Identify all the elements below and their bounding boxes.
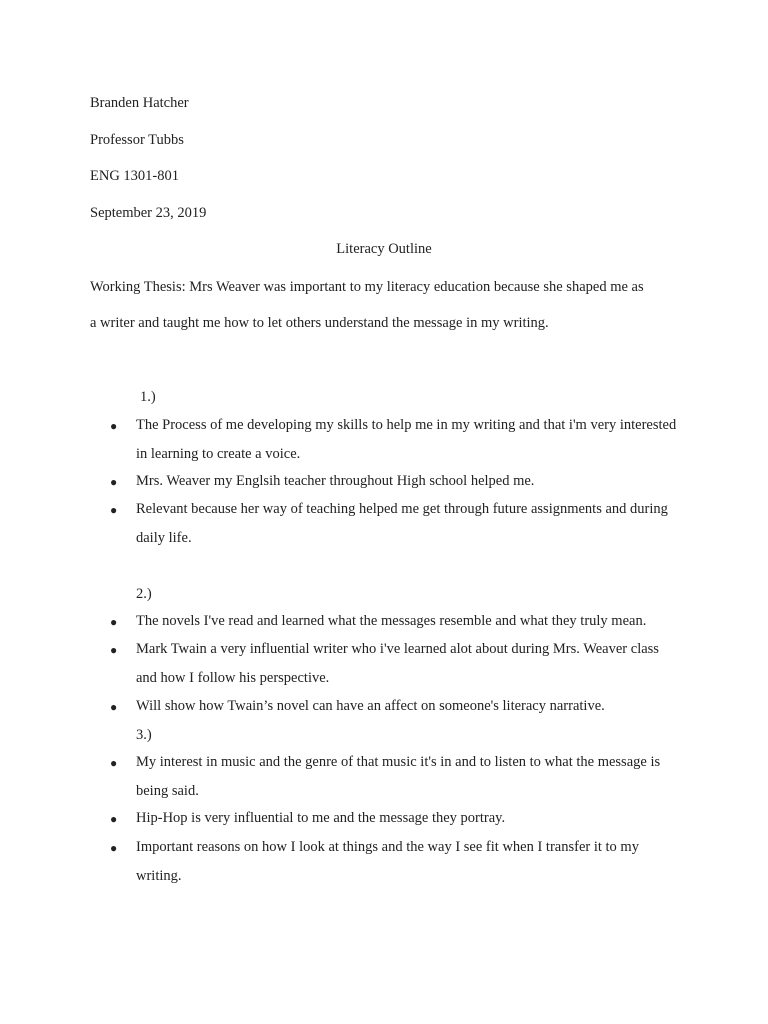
bullet-icon: ●: [110, 812, 118, 826]
bullet-icon: ●: [110, 503, 118, 517]
section-3-bullet-1: My interest in music and the genre of that music it's in and to listen to what the message is being said.: [136, 754, 661, 799]
bullet-icon: ●: [110, 615, 118, 629]
page-title: Literacy Outline: [336, 241, 432, 257]
thesis-line-2: a writer and taught me how to let others understand the message in my writing.: [90, 315, 549, 331]
professor-name: Professor Tubbs: [90, 132, 184, 148]
student-name: Branden Hatcher: [90, 95, 189, 111]
section-2-bullet-2: Mark Twain a very influential writer who i've learned alot about during Mrs. Weaver class and how I follow his perspective.: [136, 641, 659, 686]
section-1-bullet-3: Relevant because her way of teaching helped me get through future assignments and during daily life.: [136, 501, 668, 546]
section-number-1: 1.): [140, 389, 156, 405]
section-1-bullet-1: The Process of me developing my skills to help me in my writing and that i'm very interested in learning to create a voice.: [136, 417, 677, 462]
section-1-bullet-2: Mrs. Weaver my Englsih teacher throughout High school helped me.: [136, 473, 535, 489]
section-number-3: 3.): [136, 727, 152, 743]
bullet-icon: ●: [110, 643, 118, 657]
bullet-icon: ●: [110, 756, 118, 770]
bullet-icon: ●: [110, 700, 118, 714]
thesis-line-1: Working Thesis: Mrs Weaver was important to my literacy education because she shaped me as: [90, 279, 644, 295]
bullet-icon: ●: [110, 841, 118, 855]
course-code: ENG 1301-801: [90, 168, 180, 184]
section-3-bullet-3: Important reasons on how I look at things and the way I see fit when I transfer it to my writing.: [136, 839, 639, 884]
bullet-icon: ●: [110, 419, 118, 433]
section-3-bullet-2: Hip-Hop is very influential to me and the message they portray.: [136, 810, 506, 826]
section-2-bullet-1: The novels I've read and learned what the messages resemble and what they truly mean.: [136, 613, 647, 629]
date: September 23, 2019: [90, 205, 207, 221]
bullet-icon: ●: [110, 475, 118, 489]
section-number-2: 2.): [136, 586, 152, 602]
section-2-bullet-3: Will show how Twain’s novel can have an affect on someone's literacy narrative.: [136, 698, 605, 714]
